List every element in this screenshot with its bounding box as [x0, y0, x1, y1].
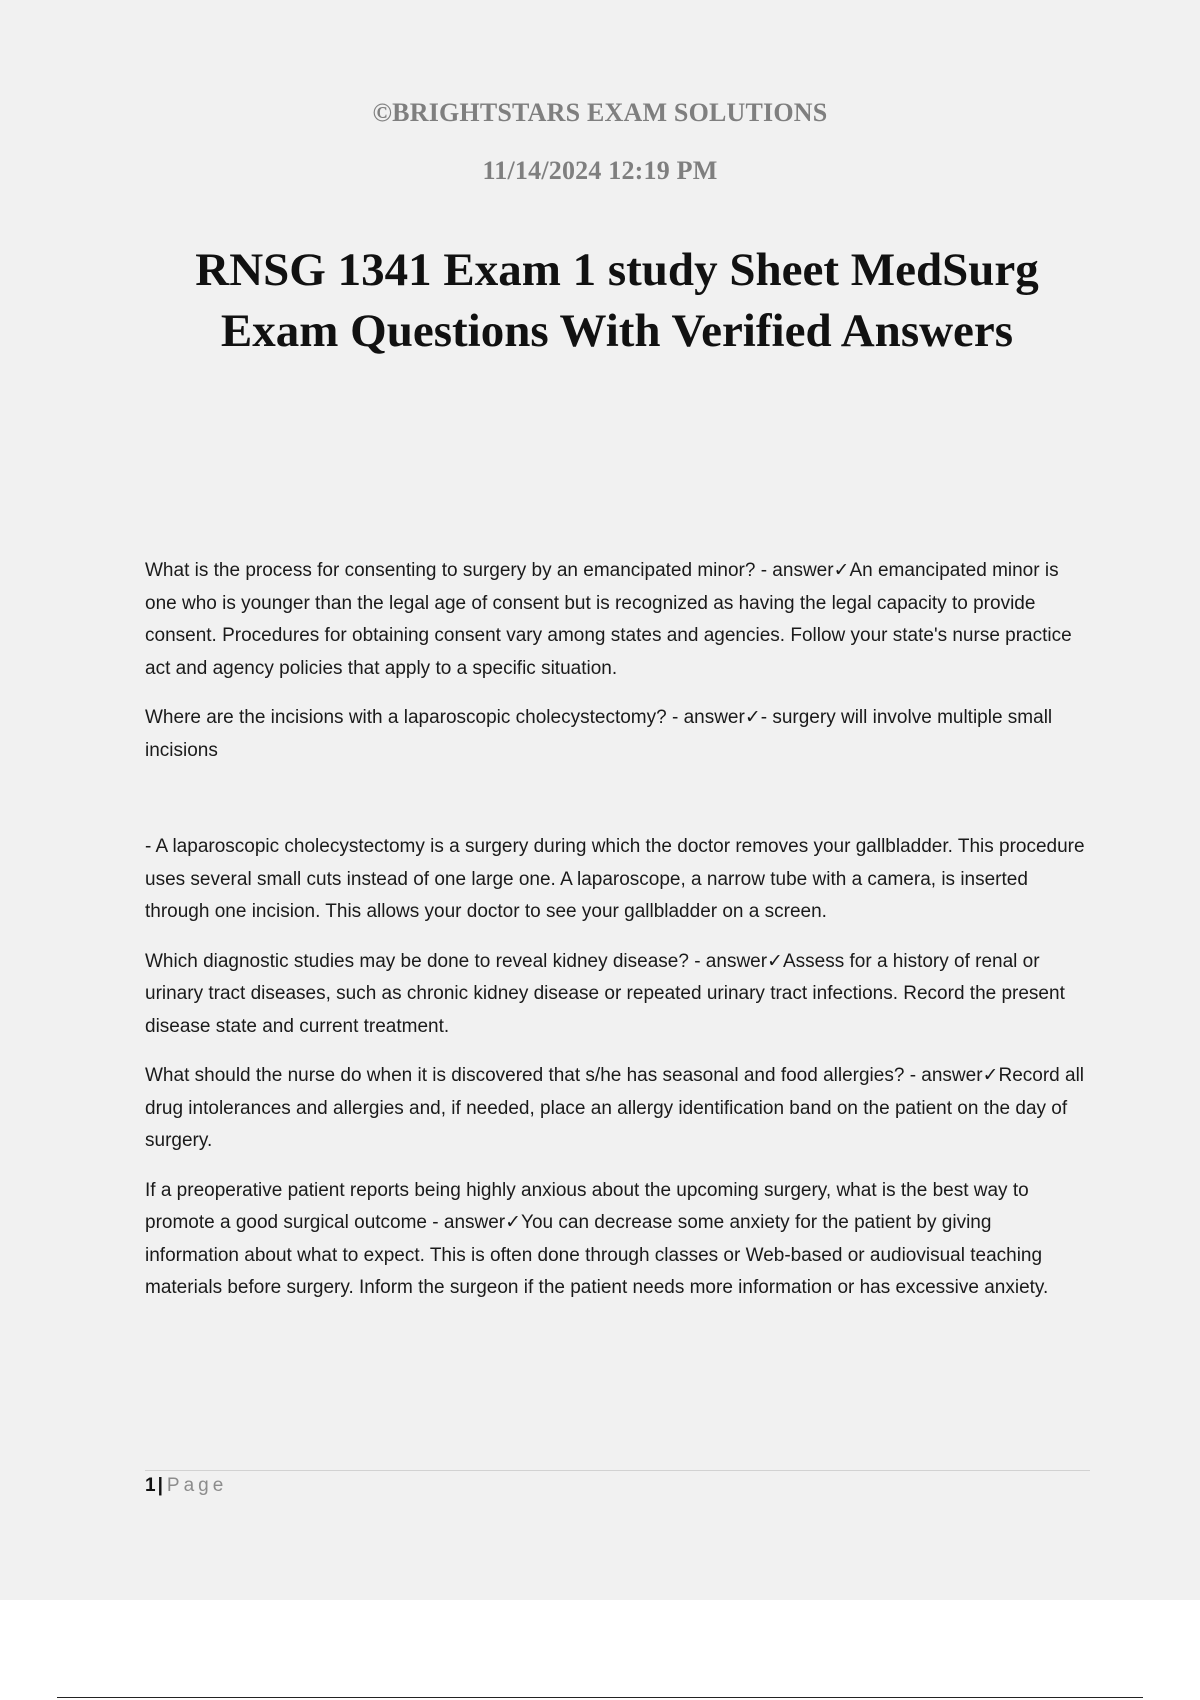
qa-item-allergies: What should the nurse do when it is discovered that s/he has seasonal and food allergies? - answer✓Record all drug intolerances and allergies and, if needed, place an allergy identification band on the patient on the day of surgery.: [145, 1065, 1085, 1151]
page-label: Page: [166, 1475, 228, 1496]
header-copyright: ©BRIGHTSTARS EXAM SOLUTIONS: [372, 98, 828, 127]
document-title: [0, 240, 1200, 362]
qa-item-consent-emancipated-minor: What is the process for consenting to surgery by an emancipated minor? - answer✓An emancipated minor is one who is younger than the legal age of consent but is recognized as having the legal capacity to provide consent. Procedures for obtaining consent vary among states and agencies. Follow your state's nurse practice act and agency policies that apply to a specific situation.: [145, 560, 1072, 679]
qa-item-laparoscopic-incisions: Where are the incisions with a laparoscopic cholecystectomy? - answer✓- surgery will involve multiple small incisions: [145, 707, 1053, 761]
qa-content: [145, 555, 1090, 1322]
title-line-2: Exam Questions With Verified Answers: [220, 305, 1014, 357]
page-footer: [145, 1474, 227, 1498]
page-separator: |: [157, 1475, 163, 1496]
title-line-1: RNSG 1341 Exam 1 study Sheet MedSurg: [195, 244, 1039, 296]
qa-item-preoperative-anxiety: If a preoperative patient reports being highly anxious about the upcoming surgery, what is the best way to promote a good surgical outcome - answer✓You can decrease some anxiety for the patient by giving information about what to expect. This is often done through classes or Web-based or audiovisual teaching materials before surgery. Inform the surgeon if the patient needs more information or has excessive anxiety.: [145, 1179, 1049, 1298]
footer-divider: [145, 1470, 1090, 1471]
header-timestamp: 11/14/2024 12:19 PM: [482, 156, 718, 185]
qa-item-laparoscopic-description: - A laparoscopic cholecystectomy is a surgery during which the doctor removes your gallbladder. This procedure uses several small cuts instead of one large one. A laparoscope, a narrow tube with a camera, is inserted through one incision. This allows your doctor to see your gallbladder on a screen.: [145, 836, 1085, 922]
page-number: 1: [145, 1475, 156, 1496]
next-page-top-rule: [57, 1697, 1143, 1698]
qa-item-kidney-disease-studies: Which diagnostic studies may be done to reveal kidney disease? - answer✓Assess for a history of renal or urinary tract diseases, such as chronic kidney disease or repeated urinary tract infections. Record the present disease state and current treatment.: [145, 950, 1065, 1037]
paragraph-spacer: [145, 784, 1090, 831]
